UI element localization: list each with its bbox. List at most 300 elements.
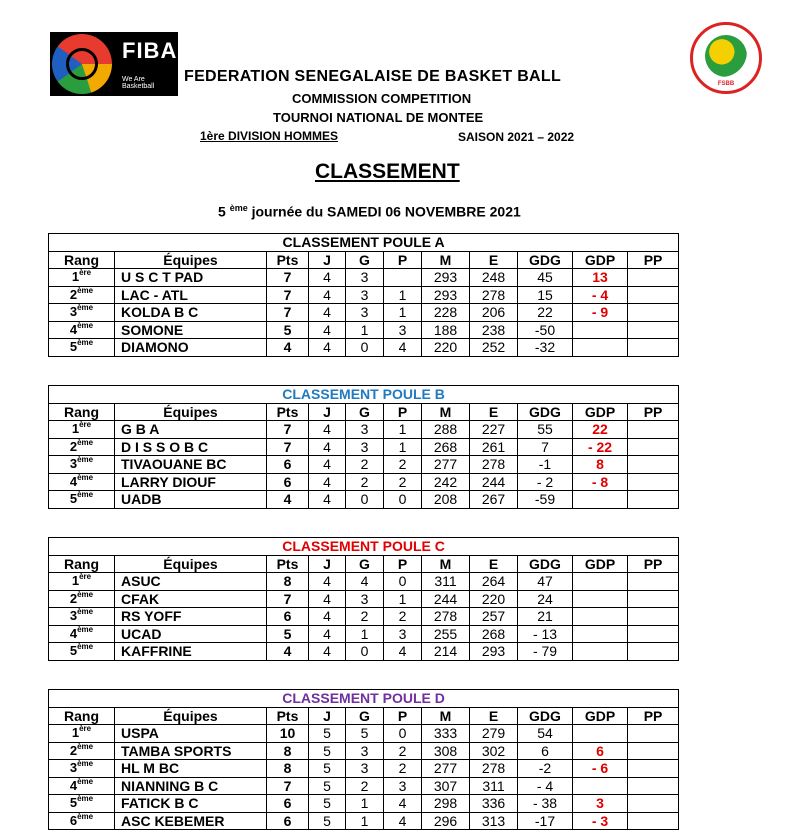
cell-j: 4 [309, 643, 346, 661]
cell-g: 1 [346, 321, 384, 339]
cell-pts: 4 [267, 339, 309, 357]
cell-gdg: 21 [518, 608, 573, 626]
cell-j: 5 [309, 812, 346, 830]
cell-e: 220 [470, 590, 518, 608]
table-row [49, 812, 679, 830]
season-label: SAISON 2021 – 2022 [458, 130, 575, 144]
column-header-row [49, 707, 679, 725]
table-row [49, 625, 679, 643]
table-caption-row [49, 234, 679, 252]
cell-p: 2 [384, 760, 422, 778]
standings-table-poule-a [48, 233, 679, 357]
fiba-wordmark: FIBA [122, 38, 178, 63]
cell-pts: 4 [267, 643, 309, 661]
cell-pp [628, 742, 679, 760]
cell-gdg: 6 [518, 742, 573, 760]
cell-pts: 6 [267, 608, 309, 626]
table-caption-row [49, 386, 679, 404]
fsbb-emblem-text: FSBB [717, 81, 735, 87]
cell-j: 4 [309, 456, 346, 474]
cell-g: 0 [346, 339, 384, 357]
cell-team: HL M BC [115, 760, 267, 778]
cell-p: 3 [384, 321, 422, 339]
column-header-row [49, 403, 679, 421]
cell-pp [628, 643, 679, 661]
cell-gdp [573, 608, 628, 626]
cell-rang [49, 608, 115, 626]
cell-team: LAC - ATL [115, 286, 267, 304]
table-row [49, 573, 679, 591]
cell-pts: 6 [267, 473, 309, 491]
rank-number: 3 [69, 304, 78, 320]
cell-pts: 7 [267, 421, 309, 439]
cell-gdp: - 6 [573, 760, 628, 778]
cell-pts: 5 [267, 625, 309, 643]
rank-suffix: ère [79, 268, 92, 278]
division-label: 1ère DIVISION HOMMES [200, 129, 339, 143]
cell-pp [628, 304, 679, 322]
rank-number: 4 [69, 321, 78, 337]
cell-g: 1 [346, 795, 384, 813]
cell-m: 214 [422, 643, 470, 661]
column-header-gdp: GDP [573, 555, 628, 573]
cell-gdg: 54 [518, 725, 573, 743]
cell-team: U S C T PAD [115, 269, 267, 287]
column-header-j: J [309, 707, 346, 725]
cell-gdp [573, 573, 628, 591]
rank-number: 1 [71, 269, 80, 285]
rank-suffix: ème [77, 794, 94, 804]
rank-number: 3 [69, 608, 78, 624]
basketball-icon [52, 34, 112, 94]
rank-suffix: ème [77, 625, 94, 634]
cell-pp [628, 269, 679, 287]
federation-name: FEDERATION SENEGALAISE DE BASKET BALL [184, 68, 562, 85]
cell-rang [49, 473, 115, 491]
cell-gdg: -50 [518, 321, 573, 339]
cell-j: 5 [309, 777, 346, 795]
cell-j: 4 [309, 339, 346, 357]
cell-j: 4 [309, 491, 346, 509]
cell-gdg: -2 [518, 760, 573, 778]
cell-pp [628, 590, 679, 608]
cell-m: 255 [422, 625, 470, 643]
poule-caption: CLASSEMENT POULE A [49, 234, 679, 252]
cell-g: 2 [346, 608, 384, 626]
cell-rang [49, 625, 115, 643]
cell-j: 4 [309, 473, 346, 491]
cell-j: 4 [309, 590, 346, 608]
cell-pts: 8 [267, 573, 309, 591]
cell-pp [628, 286, 679, 304]
cell-gdg: -1 [518, 456, 573, 474]
cell-e: 278 [470, 760, 518, 778]
cell-gdg: - 4 [518, 777, 573, 795]
rank-suffix: ème [77, 321, 94, 330]
cell-m: 296 [422, 812, 470, 830]
column-header-p: P [384, 707, 422, 725]
cell-e: 206 [470, 304, 518, 322]
cell-team: USPA [115, 725, 267, 743]
cell-m: 293 [422, 286, 470, 304]
cell-g: 0 [346, 491, 384, 509]
cell-m: 333 [422, 725, 470, 743]
cell-team: ASUC [115, 573, 267, 591]
cell-pts: 7 [267, 777, 309, 795]
cell-g: 0 [346, 643, 384, 661]
cell-j: 4 [309, 438, 346, 456]
cell-p: 4 [384, 643, 422, 661]
cell-rang [49, 269, 115, 287]
rank-suffix: ère [79, 420, 92, 430]
rank-suffix: ème [77, 473, 94, 482]
cell-m: 220 [422, 339, 470, 357]
column-header-gdp: GDP [573, 707, 628, 725]
cell-pp [628, 438, 679, 456]
rank-number: 3 [69, 456, 78, 472]
cell-g: 3 [346, 286, 384, 304]
cell-gdg: 15 [518, 286, 573, 304]
cell-pp [628, 321, 679, 339]
cell-p: 4 [384, 812, 422, 830]
cell-gdg: 22 [518, 304, 573, 322]
table-caption-row [49, 538, 679, 556]
column-header-m: M [422, 403, 470, 421]
cell-rang [49, 590, 115, 608]
cell-p: 2 [384, 456, 422, 474]
column-header-row [49, 555, 679, 573]
cell-e: 267 [470, 491, 518, 509]
cell-team: DIAMONO [115, 339, 267, 357]
rank-suffix: ème [77, 642, 94, 652]
table-row [49, 777, 679, 795]
cell-pp [628, 625, 679, 643]
cell-pts: 7 [267, 590, 309, 608]
cell-g: 3 [346, 590, 384, 608]
cell-p: 1 [384, 438, 422, 456]
column-header-team: Équipes [115, 555, 267, 573]
cell-p: 2 [384, 742, 422, 760]
cell-gdg: - 13 [518, 625, 573, 643]
column-header-rang: Rang [49, 403, 115, 421]
cell-rang [49, 812, 115, 830]
fsbb-emblem [690, 22, 762, 94]
cell-m: 242 [422, 473, 470, 491]
cell-rang [49, 795, 115, 813]
table-row [49, 304, 679, 322]
cell-e: 227 [470, 421, 518, 439]
cell-m: 298 [422, 795, 470, 813]
cell-pts: 10 [267, 725, 309, 743]
column-header-pp: PP [628, 555, 679, 573]
cell-g: 1 [346, 625, 384, 643]
column-header-j: J [309, 555, 346, 573]
cell-e: 261 [470, 438, 518, 456]
cell-m: 293 [422, 269, 470, 287]
cell-j: 4 [309, 573, 346, 591]
poule-caption: CLASSEMENT POULE C [49, 538, 679, 556]
poule-caption: CLASSEMENT POULE B [49, 386, 679, 404]
cell-j: 4 [309, 304, 346, 322]
cell-e: 279 [470, 725, 518, 743]
rank-suffix: ème [77, 777, 94, 786]
cell-pts: 7 [267, 269, 309, 287]
rank-suffix: ème [77, 490, 94, 500]
cell-team: TIVAOUANE BC [115, 456, 267, 474]
cell-gdp: - 8 [573, 473, 628, 491]
cell-g: 3 [346, 760, 384, 778]
cell-j: 4 [309, 286, 346, 304]
cell-pp [628, 456, 679, 474]
cell-gdp: - 3 [573, 812, 628, 830]
cell-pp [628, 777, 679, 795]
cell-p: 2 [384, 473, 422, 491]
cell-m: 244 [422, 590, 470, 608]
cell-gdp: - 22 [573, 438, 628, 456]
column-header-gdg: GDG [518, 555, 573, 573]
table-row [49, 795, 679, 813]
matchday-line [218, 203, 521, 220]
cell-rang [49, 339, 115, 357]
table-row [49, 421, 679, 439]
rank-suffix: ème [77, 812, 94, 821]
cell-m: 308 [422, 742, 470, 760]
cell-gdp [573, 777, 628, 795]
cell-team: FATICK B C [115, 795, 267, 813]
cell-pp [628, 421, 679, 439]
matchday-suffix: ème [229, 203, 248, 213]
cell-rang [49, 321, 115, 339]
cell-team: NIANNING B C [115, 777, 267, 795]
column-header-p: P [384, 403, 422, 421]
cell-gdp: 13 [573, 269, 628, 287]
cell-rang [49, 286, 115, 304]
column-header-m: M [422, 707, 470, 725]
cell-j: 4 [309, 269, 346, 287]
rank-number: 5 [69, 795, 78, 811]
cell-p: 0 [384, 725, 422, 743]
column-header-m: M [422, 251, 470, 269]
cell-gdp: - 9 [573, 304, 628, 322]
column-header-pts: Pts [267, 403, 309, 421]
cell-pts: 6 [267, 812, 309, 830]
cell-team: RS YOFF [115, 608, 267, 626]
cell-gdg: 47 [518, 573, 573, 591]
column-header-rang: Rang [49, 707, 115, 725]
cell-pts: 7 [267, 304, 309, 322]
cell-rang [49, 643, 115, 661]
cell-team: ASC KEBEMER [115, 812, 267, 830]
cell-p: 1 [384, 304, 422, 322]
cell-p: 0 [384, 573, 422, 591]
cell-team: UCAD [115, 625, 267, 643]
cell-pts: 8 [267, 760, 309, 778]
column-header-e: E [470, 707, 518, 725]
cell-rang [49, 456, 115, 474]
cell-gdp [573, 625, 628, 643]
fiba-logo [50, 32, 178, 96]
rank-suffix: ème [77, 742, 94, 751]
rank-suffix: ème [77, 607, 94, 617]
cell-team: LARRY DIOUF [115, 473, 267, 491]
cell-pp [628, 760, 679, 778]
rank-suffix: ème [77, 759, 94, 769]
rank-number: 5 [69, 339, 78, 355]
cell-rang [49, 760, 115, 778]
cell-j: 5 [309, 742, 346, 760]
cell-m: 268 [422, 438, 470, 456]
cell-rang [49, 438, 115, 456]
cell-e: 248 [470, 269, 518, 287]
table-row [49, 269, 679, 287]
cell-gdg: -32 [518, 339, 573, 357]
cell-p: 0 [384, 491, 422, 509]
table-row [49, 491, 679, 509]
column-header-gdg: GDG [518, 403, 573, 421]
rank-number: 4 [69, 625, 78, 641]
cell-pts: 6 [267, 795, 309, 813]
cell-m: 307 [422, 777, 470, 795]
cell-p: 4 [384, 339, 422, 357]
rank-suffix: ère [79, 572, 92, 582]
table-caption-row [49, 690, 679, 708]
cell-pts: 5 [267, 321, 309, 339]
cell-e: 252 [470, 339, 518, 357]
cell-gdg: -17 [518, 812, 573, 830]
cell-g: 2 [346, 473, 384, 491]
cell-j: 4 [309, 321, 346, 339]
cell-gdg: - 79 [518, 643, 573, 661]
cell-p: 1 [384, 590, 422, 608]
cell-gdg: -59 [518, 491, 573, 509]
column-header-j: J [309, 251, 346, 269]
cell-e: 257 [470, 608, 518, 626]
rank-number: 6 [69, 812, 78, 828]
column-header-j: J [309, 403, 346, 421]
column-header-e: E [470, 403, 518, 421]
column-header-row [49, 251, 679, 269]
column-header-p: P [384, 555, 422, 573]
cell-team: D I S S O B C [115, 438, 267, 456]
column-header-gdg: GDG [518, 707, 573, 725]
cell-pp [628, 339, 679, 357]
table-row [49, 286, 679, 304]
cell-gdp [573, 491, 628, 509]
cell-g: 4 [346, 573, 384, 591]
cell-m: 277 [422, 760, 470, 778]
cell-gdg: 24 [518, 590, 573, 608]
rank-number: 4 [69, 777, 78, 793]
cell-e: 336 [470, 795, 518, 813]
column-header-pts: Pts [267, 251, 309, 269]
table-row [49, 456, 679, 474]
cell-p: 1 [384, 286, 422, 304]
rank-suffix: ème [77, 590, 94, 599]
cell-p: 3 [384, 625, 422, 643]
cell-e: 313 [470, 812, 518, 830]
cell-g: 3 [346, 742, 384, 760]
cell-m: 288 [422, 421, 470, 439]
cell-rang [49, 777, 115, 795]
column-header-g: G [346, 403, 384, 421]
cell-gdp [573, 339, 628, 357]
cell-team: KOLDA B C [115, 304, 267, 322]
rank-suffix: ème [77, 438, 94, 447]
column-header-p: P [384, 251, 422, 269]
standings-table-poule-b [48, 385, 679, 509]
cell-pp [628, 795, 679, 813]
rank-number: 2 [69, 286, 78, 302]
table-row [49, 760, 679, 778]
rank-number: 4 [69, 473, 78, 489]
cell-gdp: - 4 [573, 286, 628, 304]
cell-e: 264 [470, 573, 518, 591]
cell-gdg: 55 [518, 421, 573, 439]
rank-number: 2 [69, 590, 78, 606]
cell-p: 3 [384, 777, 422, 795]
cell-team: KAFFRINE [115, 643, 267, 661]
cell-e: 302 [470, 742, 518, 760]
rank-suffix: ère [79, 724, 92, 734]
table-row [49, 608, 679, 626]
table-row [49, 725, 679, 743]
cell-pp [628, 812, 679, 830]
cell-rang [49, 304, 115, 322]
rank-suffix: ème [77, 338, 94, 348]
cell-m: 311 [422, 573, 470, 591]
rank-suffix: ème [77, 286, 94, 295]
cell-e: 244 [470, 473, 518, 491]
table-row [49, 643, 679, 661]
cell-g: 5 [346, 725, 384, 743]
rank-number: 3 [69, 760, 78, 776]
standings-table-poule-c [48, 537, 679, 661]
table-row [49, 742, 679, 760]
column-header-pts: Pts [267, 555, 309, 573]
cell-pp [628, 725, 679, 743]
page-title: CLASSEMENT [315, 160, 460, 183]
column-header-team: Équipes [115, 251, 267, 269]
table-row [49, 473, 679, 491]
cell-pp [628, 491, 679, 509]
cell-g: 3 [346, 269, 384, 287]
cell-pts: 8 [267, 742, 309, 760]
cell-g: 3 [346, 304, 384, 322]
cell-gdp: 22 [573, 421, 628, 439]
cell-e: 278 [470, 286, 518, 304]
matchday-text: journée du SAMEDI 06 NOVEMBRE 2021 [251, 203, 521, 220]
cell-gdp: 3 [573, 795, 628, 813]
cell-gdg: - 38 [518, 795, 573, 813]
standings-table-poule-d [48, 689, 679, 830]
rank-number: 1 [71, 725, 80, 741]
cell-m: 278 [422, 608, 470, 626]
cell-rang [49, 573, 115, 591]
column-header-g: G [346, 251, 384, 269]
cell-g: 2 [346, 456, 384, 474]
poule-caption: CLASSEMENT POULE D [49, 690, 679, 708]
fiba-tagline: We Are Basketball [122, 76, 155, 90]
cell-team: TAMBA SPORTS [115, 742, 267, 760]
table-row [49, 339, 679, 357]
cell-rang [49, 491, 115, 509]
cell-team: UADB [115, 491, 267, 509]
cell-m: 208 [422, 491, 470, 509]
matchday-number: 5 [218, 203, 226, 220]
column-header-gdp: GDP [573, 251, 628, 269]
cell-m: 277 [422, 456, 470, 474]
column-header-rang: Rang [49, 251, 115, 269]
